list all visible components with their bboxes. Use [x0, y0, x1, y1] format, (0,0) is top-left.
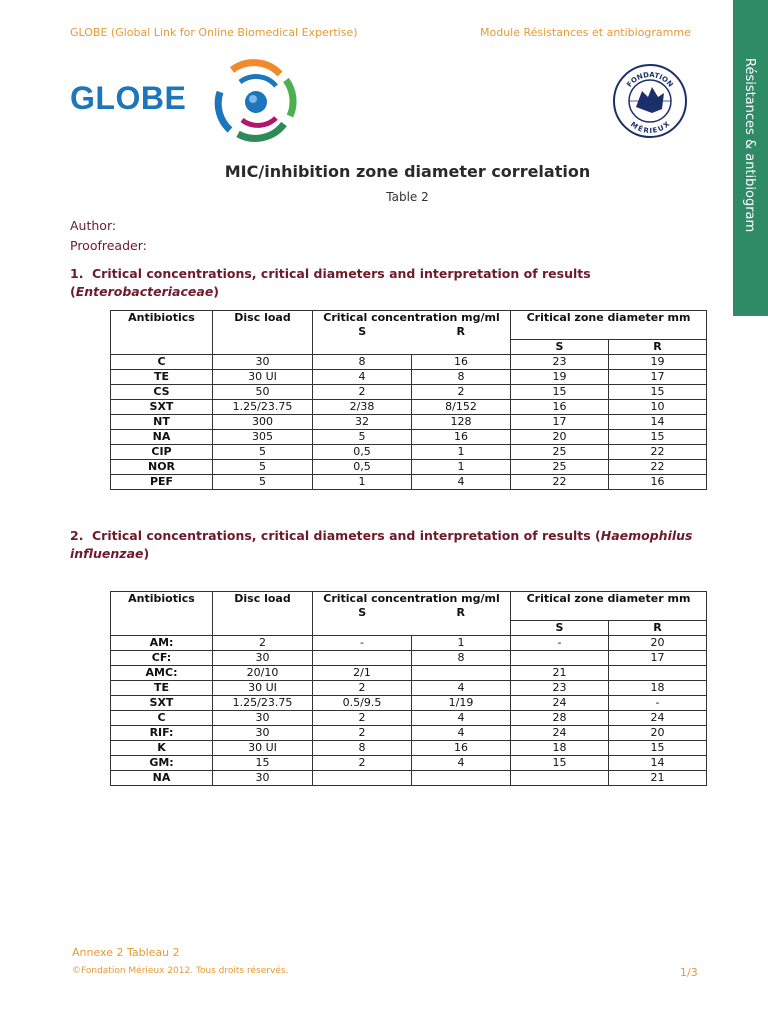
table-cell [412, 771, 511, 786]
author-label: Author: [70, 218, 117, 233]
table-cell: 4 [412, 711, 511, 726]
table-cell: 1 [412, 460, 511, 475]
footer-copyright: ©Fondation Mérieux 2012. Tous droits réservés. [72, 966, 289, 976]
col-antibiotics: Antibiotics [111, 311, 213, 355]
footer-line-1: Annexe 2 Tableau 2 [72, 946, 180, 959]
table-row [111, 696, 707, 711]
table-2-body [111, 636, 707, 786]
table-cell: 17 [609, 651, 707, 666]
table-row [111, 756, 707, 771]
col-zone-r: R [609, 340, 707, 355]
table-cell: 21 [511, 666, 609, 681]
table-cell [511, 771, 609, 786]
side-tab [733, 0, 768, 316]
table-row [111, 460, 707, 475]
col-disc-load: Disc load [213, 311, 313, 355]
table-cell: 22 [609, 445, 707, 460]
table-cell: 10 [609, 400, 707, 415]
table-enterobacteriaceae [110, 310, 707, 490]
table-cell: 1.25/23.75 [213, 696, 313, 711]
table-cell: 4 [412, 756, 511, 771]
table-cell: 20/10 [213, 666, 313, 681]
table-row [111, 771, 707, 786]
table-cell: 25 [511, 460, 609, 475]
col-zone-r: R [609, 621, 707, 636]
col-conc-s: S [358, 325, 367, 338]
table-cell: 30 [213, 651, 313, 666]
table-cell [511, 651, 609, 666]
col-conc-r: R [456, 606, 465, 619]
table-haemophilus [110, 591, 707, 786]
section-1-text: Critical concentrations, critical diameters and interpretation of results ( [70, 266, 591, 299]
antibiotic-cell: CF: [111, 651, 213, 666]
table-cell: 5 [313, 430, 412, 445]
table-cell: 28 [511, 711, 609, 726]
table-cell: 2 [313, 756, 412, 771]
table-cell: 20 [511, 430, 609, 445]
table-cell: 8 [412, 370, 511, 385]
section-1-close: ) [213, 284, 220, 299]
table-cell: 16 [412, 741, 511, 756]
table-cell: 30 [213, 771, 313, 786]
table-row [111, 370, 707, 385]
table-cell: 50 [213, 385, 313, 400]
antibiotic-cell: C [111, 711, 213, 726]
table-cell: 1 [412, 445, 511, 460]
section-1-organism: Enterobacteriaceae [75, 284, 214, 299]
antibiotic-cell: NA [111, 430, 213, 445]
table-cell: 22 [609, 460, 707, 475]
table-cell: 300 [213, 415, 313, 430]
table-cell: 15 [609, 385, 707, 400]
table-cell: 18 [511, 741, 609, 756]
table-row [111, 651, 707, 666]
table-cell: 4 [412, 726, 511, 741]
table-cell: 20 [609, 726, 707, 741]
table-cell: 8 [313, 355, 412, 370]
table-cell: 15 [213, 756, 313, 771]
antibiotic-cell: NA [111, 771, 213, 786]
table-row [111, 385, 707, 400]
section-2-text: Critical concentrations, critical diameters and interpretation of results ( [92, 528, 601, 543]
table-cell: 19 [511, 370, 609, 385]
table-row [111, 415, 707, 430]
header-right-text: Module Résistances et antibiogramme [480, 26, 691, 39]
table-cell [412, 666, 511, 681]
table-cell: 16 [511, 400, 609, 415]
table-cell: 14 [609, 756, 707, 771]
antibiotic-cell: NOR [111, 460, 213, 475]
table-cell: 305 [213, 430, 313, 445]
table-cell: 30 [213, 711, 313, 726]
antibiotic-cell: TE [111, 681, 213, 696]
page-title: MIC/inhibition zone diameter correlation [224, 162, 591, 181]
col-critical-concentration [313, 592, 511, 636]
table-row [111, 355, 707, 370]
table-cell: 19 [609, 355, 707, 370]
table-cell: 2 [412, 385, 511, 400]
table-row [111, 636, 707, 651]
antibiotic-cell: RIF: [111, 726, 213, 741]
table-cell: 1 [313, 475, 412, 490]
table-cell: 32 [313, 415, 412, 430]
table-cell: 30 UI [213, 741, 313, 756]
col-critical-zone: Critical zone diameter mm [511, 592, 707, 621]
table-cell: 2 [213, 636, 313, 651]
table-1-body [111, 355, 707, 490]
table-cell: 17 [609, 370, 707, 385]
logo-text: GLOBE [70, 80, 187, 116]
section-1-heading [70, 265, 730, 301]
table-cell [313, 651, 412, 666]
table-cell: 4 [313, 370, 412, 385]
table-cell: 23 [511, 355, 609, 370]
table-row [111, 400, 707, 415]
table-cell: 4 [412, 475, 511, 490]
table-row [111, 681, 707, 696]
table-cell: 1/19 [412, 696, 511, 711]
col-antibiotics: Antibiotics [111, 592, 213, 636]
fondation-merieux-seal [612, 63, 688, 139]
page-subtitle: Table 2 [386, 190, 429, 204]
table-cell: 2 [313, 711, 412, 726]
antibiotic-cell: AMC: [111, 666, 213, 681]
table-row [111, 741, 707, 756]
table-cell: 1 [412, 636, 511, 651]
table-cell: 128 [412, 415, 511, 430]
table-cell: 21 [609, 771, 707, 786]
table-cell: 0,5 [313, 460, 412, 475]
col-disc-load: Disc load [213, 592, 313, 636]
col-zone-s: S [511, 340, 609, 355]
table-cell: 5 [213, 445, 313, 460]
table-cell: 0,5 [313, 445, 412, 460]
table-cell: 15 [511, 385, 609, 400]
table-cell: 25 [511, 445, 609, 460]
table-cell: 8 [313, 741, 412, 756]
seal-top-text: FONDATION [625, 70, 675, 89]
table-cell: 17 [511, 415, 609, 430]
table-cell: 16 [412, 430, 511, 445]
section-2-close: ) [143, 546, 150, 561]
antibiotic-cell: SXT [111, 696, 213, 711]
antibiotic-cell: TE [111, 370, 213, 385]
footer-page-number: 1/3 [680, 966, 698, 979]
side-tab-label: Résistances & antibiogram [742, 58, 757, 233]
table-cell: 0.5/9.5 [313, 696, 412, 711]
table-cell: - [313, 636, 412, 651]
table-cell: 24 [511, 726, 609, 741]
table-row [111, 475, 707, 490]
table-cell: 14 [609, 415, 707, 430]
table-cell [609, 666, 707, 681]
table-cell: 15 [511, 756, 609, 771]
table-cell: 1.25/23.75 [213, 400, 313, 415]
table-cell: 15 [609, 741, 707, 756]
table-cell: 16 [412, 355, 511, 370]
globe-logo [70, 58, 310, 142]
col-conc-s: S [358, 606, 367, 619]
col-critical-concentration-label: Critical concentration mg/ml [323, 592, 500, 605]
table-cell: 18 [609, 681, 707, 696]
col-critical-zone: Critical zone diameter mm [511, 311, 707, 340]
antibiotic-cell: PEF [111, 475, 213, 490]
table-cell: - [511, 636, 609, 651]
table-cell: 4 [412, 681, 511, 696]
table-row [111, 445, 707, 460]
table-cell: 30 UI [213, 370, 313, 385]
table-cell: 2/1 [313, 666, 412, 681]
antibiotic-cell: C [111, 355, 213, 370]
table-row [111, 711, 707, 726]
table-row [111, 430, 707, 445]
col-zone-s: S [511, 621, 609, 636]
table-cell: 23 [511, 681, 609, 696]
antibiotic-cell: CIP [111, 445, 213, 460]
table-cell: 24 [511, 696, 609, 711]
table-cell: 15 [609, 430, 707, 445]
antibiotic-cell: SXT [111, 400, 213, 415]
header-left-text: GLOBE (Global Link for Online Biomedical Expertise) [70, 26, 358, 39]
section-2-number: 2. [70, 528, 84, 543]
table-cell: 2/38 [313, 400, 412, 415]
table-cell: 2 [313, 385, 412, 400]
table-cell: 16 [609, 475, 707, 490]
proofreader-label: Proofreader: [70, 238, 147, 253]
table-cell: 20 [609, 636, 707, 651]
section-1-number: 1. [70, 266, 84, 281]
table-cell: 22 [511, 475, 609, 490]
table-cell: 2 [313, 726, 412, 741]
table-cell [313, 771, 412, 786]
globe-emblem-icon [198, 58, 310, 142]
table-cell: 30 [213, 355, 313, 370]
table-cell: 5 [213, 475, 313, 490]
seal-bottom-text: MÉRIEUX [628, 120, 672, 136]
table-row [111, 666, 707, 681]
col-critical-concentration [313, 311, 511, 355]
table-row [111, 726, 707, 741]
table-cell: 2 [313, 681, 412, 696]
antibiotic-cell: K [111, 741, 213, 756]
table-cell: 8 [412, 651, 511, 666]
table-cell: 30 [213, 726, 313, 741]
antibiotic-cell: NT [111, 415, 213, 430]
table-cell: 30 UI [213, 681, 313, 696]
section-2-organism: Haemophilus influenzae [70, 528, 693, 561]
table-cell: 24 [609, 711, 707, 726]
col-conc-r: R [456, 325, 465, 338]
table-cell: 5 [213, 460, 313, 475]
col-critical-concentration-label: Critical concentration mg/ml [323, 311, 500, 324]
table-cell: 8/152 [412, 400, 511, 415]
antibiotic-cell: GM: [111, 756, 213, 771]
table-cell: - [609, 696, 707, 711]
section-2-heading [70, 527, 730, 563]
antibiotic-cell: CS [111, 385, 213, 400]
antibiotic-cell: AM: [111, 636, 213, 651]
